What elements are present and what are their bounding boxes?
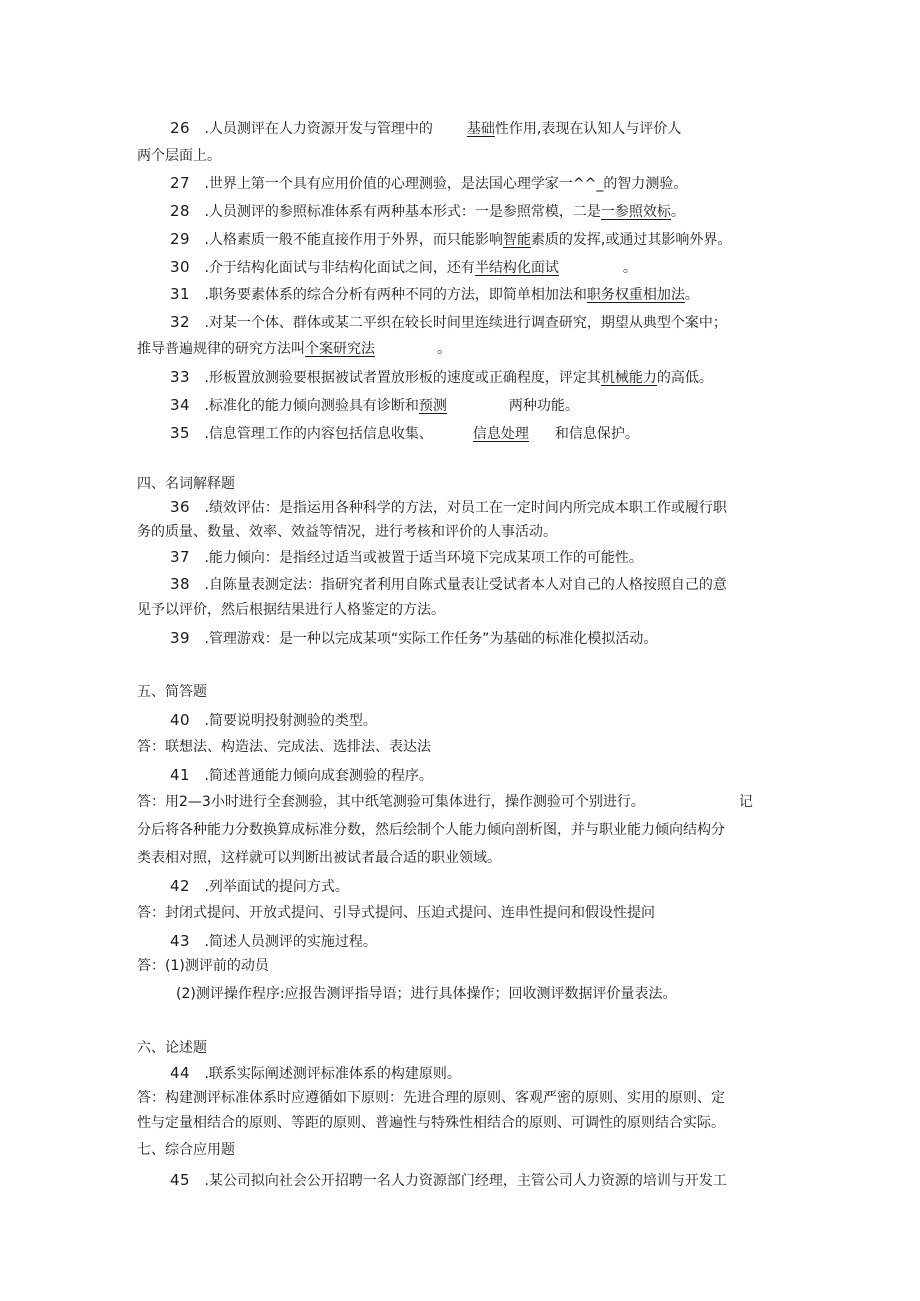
answer-41-line2: 分后将各种能力分数换算成标准分数，然后绘制个人能力倾向剖析图，并与职业能力倾向结构分 <box>137 822 725 838</box>
question-26: 26 .人员测评在人力资源开发与管理中的 基础性作用,表现在认知人与评价人 <box>170 119 682 137</box>
question-40: 40 .简要说明投射测验的类型。 <box>170 711 377 729</box>
answer-44-line1: 答：构建测评标准体系时应遵循如下原则：先进合理的原则、客观严密的原则、实用的原则、定 <box>137 1090 725 1106</box>
answer-blank: 一参照效标 <box>600 204 671 220</box>
question-45: 45 .某公司拟向社会公开招聘一名人力资源部门经理，主管公司人力资源的培训与开发工 <box>170 1171 727 1189</box>
question-28: 28 .人员测评的参照标准体系有两种基本形式：一是参照常模，二是一参照效标。 <box>170 202 685 220</box>
question-44: 44 .联系实际阐述测评标准体系的构建原则。 <box>170 1064 461 1082</box>
answer-blank: 职务权重相加法 <box>586 287 685 303</box>
question-35: 35 .信息管理工作的内容包括信息收集、 信息处理 和信息保护。 <box>170 424 639 442</box>
question-38-cont: 见予以评价，然后根据结果进行人格鉴定的方法。 <box>137 602 445 618</box>
question-36-cont: 务的质量、数量、效率、效益等情况，进行考核和评价的人事活动。 <box>137 524 557 540</box>
answer-blank: 信息处理 <box>472 426 529 442</box>
question-30: 30 .介于结构化面试与非结构化面试之间，还有半结构化面试 。 <box>170 258 637 276</box>
section-heading-5: 五、简答题 <box>137 684 207 700</box>
answer-blank: 个案研究法 <box>305 341 375 357</box>
question-36: 36 .绩效评估：是指运用各种科学的方法，对员工在一定时间内所完成本职工作或履行职 <box>170 498 727 516</box>
answer-42: 答：封闭式提问、开放式提问、引导式提问、压迫式提问、连串性提问和假设性提问 <box>137 905 655 921</box>
answer-41-line1: 答：用2—3小时进行全套测验，其中纸笔测验可集体进行，操作测验可个别进行。 记 <box>137 794 753 810</box>
question-32: 32 .对某一个体、群体或某二平织在较长时间里连续进行调查研究，期望从典型个案中； <box>170 313 727 331</box>
answer-40: 答：联想法、构造法、完成法、选排法、表达法 <box>137 739 431 755</box>
section-heading-6: 六、论述题 <box>137 1040 207 1056</box>
answer-44-line2: 性与定量相结合的原则、等距的原则、普遍性与特殊性相结合的原则、可调性的原则结合实际。 <box>137 1115 725 1131</box>
answer-blank: 预测 <box>418 398 447 414</box>
answer-41-line3: 类表相对照，这样就可以判断出被试者最合适的职业领域。 <box>137 850 501 866</box>
section-heading-4: 四、名词解释题 <box>137 476 235 492</box>
question-43: 43 .简述人员测评的实施过程。 <box>170 932 377 950</box>
question-34: 34 .标准化的能力倾向测验具有诊断和预测 两种功能。 <box>170 396 579 414</box>
question-29: 29 .人格素质一般不能直接作用于外界，而只能影响智能素质的发挥,或通过其影响外界。 <box>170 230 732 248</box>
answer-43-line2: (2)测评操作程序:应报告测评指导语；进行具体操作；回收测评数据评价量表法。 <box>176 986 677 1002</box>
question-39: 39 .管理游戏：是一种以完成某项“实际工作任务”为基础的标准化模拟活动。 <box>170 629 658 647</box>
answer-blank: 基础 <box>466 121 495 137</box>
answer-blank: 半结构化面试 <box>474 260 559 276</box>
question-41: 41 .简述普通能力倾向成套测验的程序。 <box>170 766 433 784</box>
question-32-cont: 推导普遍规律的研究方法叫个案研究法 。 <box>137 341 451 357</box>
question-38: 38 .自陈量表测定法：指研究者利用自陈式量表让受试者本人对自己的人格按照自己的意 <box>170 575 727 593</box>
question-27: 27 .世界上第一个具有应用价值的心理测验，是法国心理学家一^^_的智力测验。 <box>170 174 688 192</box>
question-42: 42 .列举面试的提问方式。 <box>170 877 349 895</box>
question-37: 37 .能力倾向：是指经过适当或被置于适当环境下完成某项工作的可能性。 <box>170 548 643 566</box>
question-26-cont: 两个层面上。 <box>137 148 221 164</box>
answer-blank: 机械能力 <box>600 370 657 386</box>
question-31: 31 .职务要素体系的综合分析有两种不同的方法，即简单相加法和职务权重相加法。 <box>170 285 699 303</box>
answer-43-line1: 答：(1)测评前的动员 <box>137 958 269 974</box>
answer-blank: 智能 <box>502 232 531 248</box>
question-33: 33 .形板置放测验要根据被试者置放形板的速度或正确程度，评定其机械能力的高低。 <box>170 368 713 386</box>
section-heading-7: 七、综合应用题 <box>137 1142 235 1158</box>
